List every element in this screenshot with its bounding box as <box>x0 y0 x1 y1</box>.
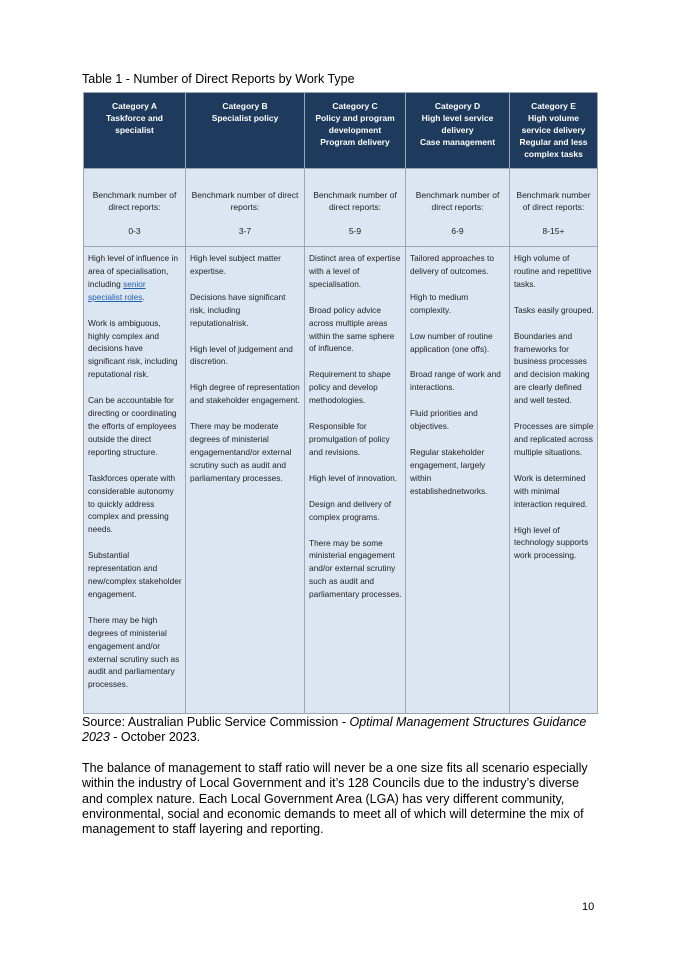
category-header-line: Category E <box>531 101 576 111</box>
category-c-header <box>305 93 406 169</box>
category-header-line: Category A <box>111 101 158 111</box>
category-b-header <box>186 93 305 169</box>
description-item: High level of technology supports work processing. <box>514 524 589 561</box>
benchmark-value: 6-9 <box>451 226 464 236</box>
description-item: Fluid priorities and objectives. <box>410 408 478 432</box>
source-title: Optimal Management Structures Guidance 2023 <box>82 715 587 744</box>
description-item: Can be accountable for directing or coordinating the efforts of employees outside the direct reporting structure. <box>88 395 177 457</box>
description-item: Substantial representation and new/complex stakeholder engagement. <box>88 550 182 599</box>
category-b-description <box>186 247 305 714</box>
description-item: There may be some ministerial engagement and/or external scrutiny such as audit and parliamentary processes. <box>309 537 402 600</box>
category-a-header <box>84 93 186 169</box>
description-item: High degree of representation and stakeholder engagement. <box>190 382 300 406</box>
description-item: Work is determined with minimal interaction required. <box>514 472 588 509</box>
category-header-line: complex tasks <box>524 149 583 159</box>
description-item: Design and delivery of complex programs. <box>309 498 392 522</box>
category-header-line: Taskforce and <box>105 113 163 123</box>
category-a-description <box>84 247 186 714</box>
description-item: Work is ambiguous, highly complex and decisions have significant risk, including reputational risk. <box>88 317 178 380</box>
category-d-header <box>406 93 510 169</box>
description-item: Processes are simple and replicated across multiple situations. <box>514 421 594 457</box>
benchmark-value: 0-3 <box>128 226 141 236</box>
senior-specialist-roles-link[interactable]: senior specialist roles <box>88 278 146 302</box>
category-header-line: High volume <box>527 113 579 123</box>
category-e-benchmark <box>510 169 598 247</box>
description-item <box>88 252 182 304</box>
description-item: Broad policy advice across multiple areas within the same sphere of influence. <box>309 304 395 354</box>
table-caption: Table 1 - Number of Direct Reports by Work Type <box>82 72 355 86</box>
description-item: High volume of routine and repetitive tasks. <box>514 253 592 289</box>
description-item: High to medium complexity. <box>410 291 469 315</box>
category-header-line: Specialist policy <box>211 113 279 123</box>
category-b-benchmark <box>186 169 305 247</box>
benchmark-label: Benchmark number of direct reports: <box>92 190 177 212</box>
category-c-description <box>305 247 406 714</box>
category-header-line: High level service <box>421 113 494 123</box>
description-text: High level of influence in area of specialisation, including <box>88 253 178 289</box>
category-e-description <box>510 247 598 714</box>
category-header-line: Category D <box>434 101 481 111</box>
description-item: Responsible for promulgation of policy and revisions. <box>309 421 390 457</box>
description-item: There may be moderate degrees of ministerial engagementand/or external scrutiny such as audit and parliamentary processes. <box>190 421 292 483</box>
description-item: There may be high degrees of ministerial engagement and/or external scrutiny such as audit and parliamentary processes. <box>88 614 180 690</box>
body-paragraph: The balance of management to staff ratio will never be a one size fits all scenario especially within the industry of Local Government and it’s 128 Councils due to the industry’s diverse and complex nature. Each Local Government Area (LGA) has very different community, environmental, social and economic demands to meet all of which will determine the mix of management to staff layering and reporting. <box>82 761 588 837</box>
category-header-line: service delivery <box>521 125 586 135</box>
description-item: High level subject matter expertise. <box>190 253 281 276</box>
description-item: Requirement to shape policy and develop methodologies. <box>309 369 391 406</box>
description-item: Boundaries and frameworks for business processes and decision making are clearly defined and well tested. <box>514 330 590 406</box>
source-note <box>82 715 602 745</box>
benchmark-label: Benchmark number of direct reports: <box>191 190 299 212</box>
description-item: Distinct area of expertise with a level of specialisation. <box>309 253 401 289</box>
benchmark-value: 5-9 <box>348 226 362 236</box>
description-item: Tasks easily grouped. <box>514 304 594 315</box>
description-item: Taskforces operate with considerable autonomy to quickly address complex and pressing needs. <box>88 472 176 535</box>
description-item: Regular stakeholder engagement, largely within establishednetworks. <box>410 447 488 496</box>
category-d-benchmark <box>406 169 510 247</box>
description-item: Tailored approaches to delivery of outcomes. <box>410 253 494 276</box>
category-header-line: Category B <box>222 101 268 111</box>
category-d-description <box>406 247 510 714</box>
description-item: High level of judgement and discretion. <box>190 343 293 367</box>
page-number: 10 <box>582 901 595 913</box>
benchmark-value: 8-15+ <box>542 226 565 236</box>
category-header-line: Case management <box>419 137 496 147</box>
description-row <box>84 247 598 714</box>
direct-reports-table <box>83 92 598 714</box>
description-item: Broad range of work and interactions. <box>410 369 501 393</box>
benchmark-row <box>84 169 598 247</box>
category-header-line: specialist <box>115 125 154 135</box>
category-header-line: Policy and program <box>315 113 395 123</box>
category-header-line: development <box>328 125 382 135</box>
benchmark-value: 3-7 <box>238 226 252 236</box>
description-item: Decisions have significant risk, including reputationalrisk. <box>190 291 286 328</box>
category-header-line: Category C <box>332 101 378 111</box>
category-e-header <box>510 93 598 169</box>
benchmark-label: Benchmark number of direct reports: <box>415 190 500 212</box>
source-prefix: Source: Australian Public Service Commission - <box>82 715 350 729</box>
header-row <box>84 93 598 169</box>
category-header-line: Regular and less <box>519 137 588 147</box>
category-c-benchmark <box>305 169 406 247</box>
benchmark-label: Benchmark number of direct reports: <box>313 190 397 212</box>
description-item: Low number of routine application (one offs). <box>410 330 493 354</box>
description-text: . <box>142 291 145 302</box>
category-header-line: Program delivery <box>320 137 390 147</box>
description-item: High level of innovation. <box>309 472 398 483</box>
category-header-line: delivery <box>441 125 474 135</box>
category-a-benchmark <box>84 169 186 247</box>
benchmark-label: Benchmark number of direct reports: <box>516 190 591 212</box>
source-suffix: - October 2023. <box>109 730 201 744</box>
